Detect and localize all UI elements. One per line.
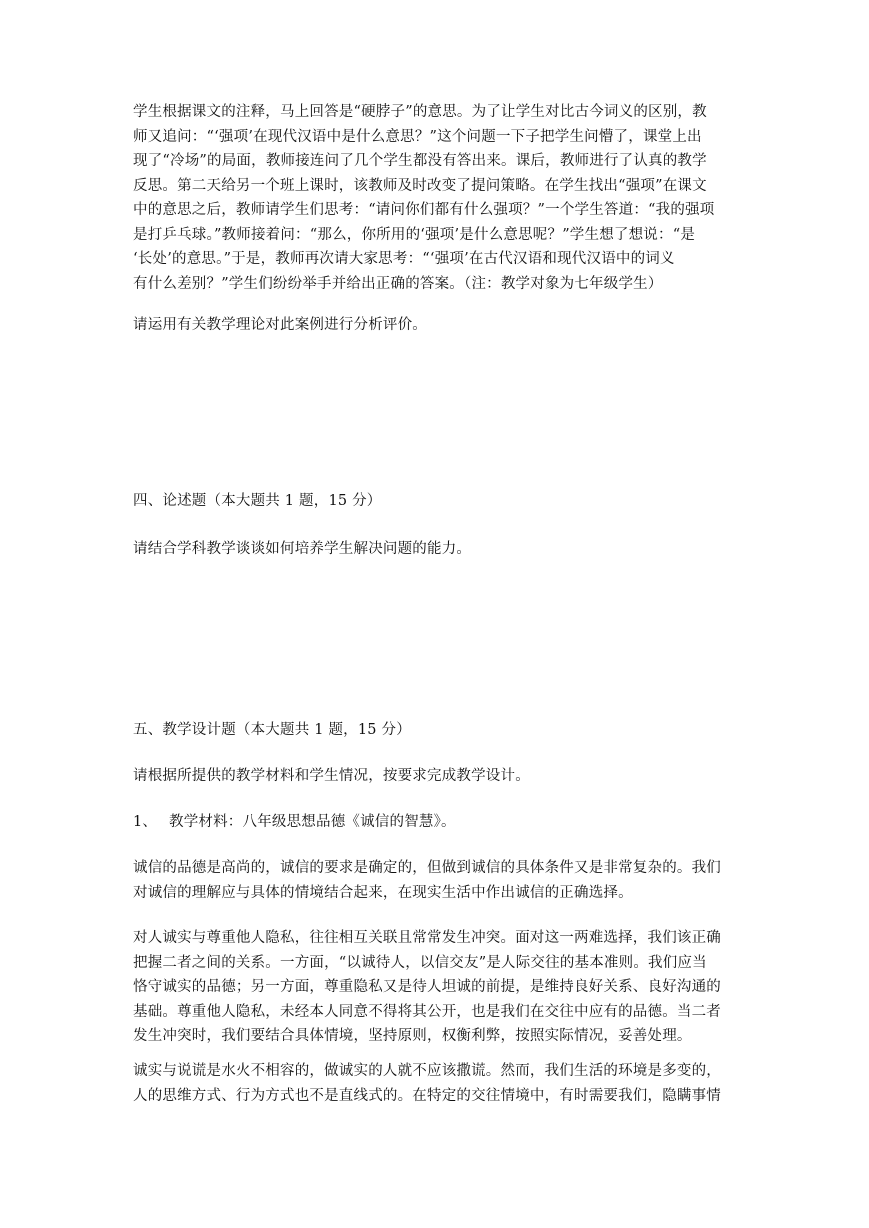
- text-line: 对人诚实与尊重他人隐私，往往相互关联且常常发生冲突。面对这一两难选择，我们该正确: [133, 930, 721, 946]
- item-number: 1、: [133, 814, 158, 830]
- section5-paragraph-2: [133, 926, 743, 1049]
- text-line: 反思。第二天给另一个班上课时，该教师及时改变了提问策略。在学生找出“强项”在课文: [133, 177, 707, 194]
- section5-item-1: [133, 810, 743, 835]
- text-line: 中的意思之后，教师请学生们思考：“请问你们都有什么强项？”一个学生答道：“我的强项: [133, 202, 715, 218]
- text-line: 请根据所提供的教学材料和学生情况，按要求完成教学设计。: [133, 768, 530, 784]
- case-prompt: [133, 313, 743, 338]
- text-line: 现了“冷场”的局面，教师接连问了几个学生都没有答出来。课后，教师进行了认真的教学: [133, 153, 707, 169]
- text-line: 对诚信的理解应与具体的情境结合起来，在现实生活中作出诚信的正确选择。: [133, 884, 633, 901]
- section5-heading: [133, 718, 743, 743]
- text-line: 发生冲突时，我们要结合具体情境，坚持原则，权衡利弊，按照实际情况，妥善处理。: [133, 1028, 692, 1044]
- text-line: 请运用有关教学理论对此案例进行分析评价。: [133, 317, 427, 333]
- section5-paragraph-3: [133, 1059, 743, 1108]
- case-paragraph: [133, 100, 743, 296]
- text-line: 恪守诚实的品德；另一方面，尊重隐私又是待人坦诚的前提，是维持良好关系、良好沟通的: [133, 979, 721, 995]
- text-line: ‘长处’的意思。”于是，教师再次请大家思考：“‘强项’在古代汉语和现代汉语中的词义: [133, 251, 675, 267]
- text-line: 师又追问：“‘强项’在现代汉语中是什么意思？”这个问题一下子把学生问懵了，课堂上出: [133, 128, 702, 145]
- text-line: 请结合学科教学谈谈如何培养学生解决问题的能力。: [133, 541, 472, 557]
- item-line: [133, 810, 743, 835]
- text-line: 是打乒乓球。”教师接着问：“那么，你所用的‘强项’是什么意思呢？”学生想了想说：“是: [133, 226, 696, 243]
- text-line: 有什么差别？”学生们纷纷举手并给出正确的答案。（注：教学对象为七年级学生）: [133, 275, 663, 292]
- text-line: 四、论述题（本大题共 1 题，15 分）: [133, 493, 382, 509]
- item-text: 教学材料：八年级思想品德《诚信的智慧》。: [169, 814, 456, 830]
- section4-heading: [133, 489, 743, 514]
- text-line: 诚信的品德是高尚的，诚信的要求是确定的，但做到诚信的具体条件又是非常复杂的。我们: [133, 860, 721, 876]
- section5-instruction: [133, 764, 743, 789]
- text-line: 学生根据课文的注释，马上回答是“硬脖子”的意思。为了让学生对比古今词义的区别，教: [133, 104, 707, 120]
- text-line: 诚实与说谎是水火不相容的，做诚实的人就不应该撒谎。然而，我们生活的环境是多变的，: [133, 1063, 721, 1079]
- text-line: 人的思维方式、行为方式也不是直线式的。在特定的交往情境中，有时需要我们，隐瞒事情: [133, 1087, 721, 1104]
- text-line: 把握二者之间的关系。一方面，“以诚待人，以信交友”是人际交往的基本准则。我们应当: [133, 954, 707, 971]
- section4-question: [133, 537, 743, 562]
- text-line: 五、教学设计题（本大题共 1 题，15 分）: [133, 722, 411, 738]
- text-line: 基础。尊重他人隐私，未经本人同意不得将其公开，也是我们在交往中应有的品德。当二者: [133, 1003, 721, 1020]
- section5-paragraph-1: [133, 856, 743, 905]
